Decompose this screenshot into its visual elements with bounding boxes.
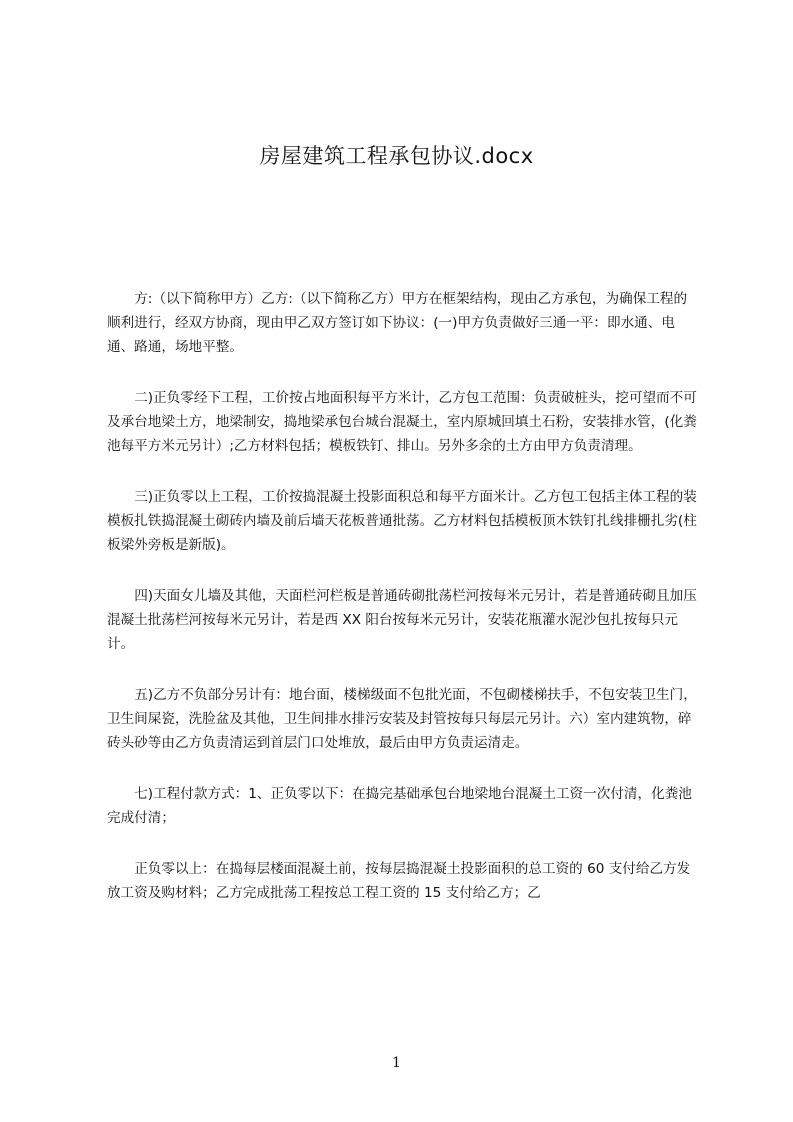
- paragraph-2: 二)正负零经下工程，工价按占地面积每平方米计，乙方包工范围：负责破桩头，挖可望而不可及承台地梁土方，地梁制安，捣地梁承包台城台混凝土，室内原城回填土石粉，安装排水管，(化粪池每平方米元另计）;乙方材料包括；模板铁钉、排山。另外多余的土方由甲方负责清理。: [107, 390, 697, 454]
- paragraph-1: 方:（以下简称甲方）乙方:（以下简称乙方）甲方在框架结构，现由乙方承包，为确保工程的顺利进行，经双方协商，现由甲乙双方签订如下协议：(一)甲方负责做好三通一平：即水通、电通、路通，场地平整。: [107, 291, 688, 355]
- paragraph-3: 三)正负零以上工程，工价按捣混凝土投影面积总和每平方面米计。乙方包工包括主体工程的装模板扎铁捣混凝土砌砖内墙及前后墙天花板普通批荡。乙方材料包括模板顶木铁钉扎线排栅扎劣(柱板梁外旁板是新版)。: [107, 489, 697, 553]
- page-number: 1: [392, 1055, 401, 1071]
- paragraph-6: 七)工程付款方式：1、正负零以下：在捣完基础承包台地梁地台混凝土工资一次付清，化粪池完成付清；: [107, 786, 692, 826]
- document-body: [107, 287, 697, 932]
- paragraph-4: 四)天面女儿墙及其他，天面栏河栏板是普通砖砌批荡栏河按每米元另计，若是普通砖砌且加压混凝土批荡栏河按每米元另计，若是西 XX 阳台按每米元另计，安装花瓶灌水泥沙包扎按每只元计。: [107, 588, 697, 652]
- paragraph-5: 五)乙方不负部分另计有：地台面，楼梯级面不包批光面，不包砌楼梯扶手，不包安装卫生门，卫生间屎瓷，洗脸盆及其他，卫生间排水排污安装及封管按每只每层元另计。六）室内建筑物，碎砖头砂等由乙方负责清运到首层门口处堆放，最后由甲方负责运清走。: [107, 687, 697, 751]
- document-title: 房屋建筑工程承包协议.docx: [259, 144, 534, 168]
- paragraph-7: 正负零以上：在捣每层楼面混凝土前，按每层捣混凝土投影面积的总工资的 60 支付给乙方发放工资及购材料；乙方完成批荡工程按总工程工资的 15 支付给乙方；乙: [107, 861, 691, 901]
